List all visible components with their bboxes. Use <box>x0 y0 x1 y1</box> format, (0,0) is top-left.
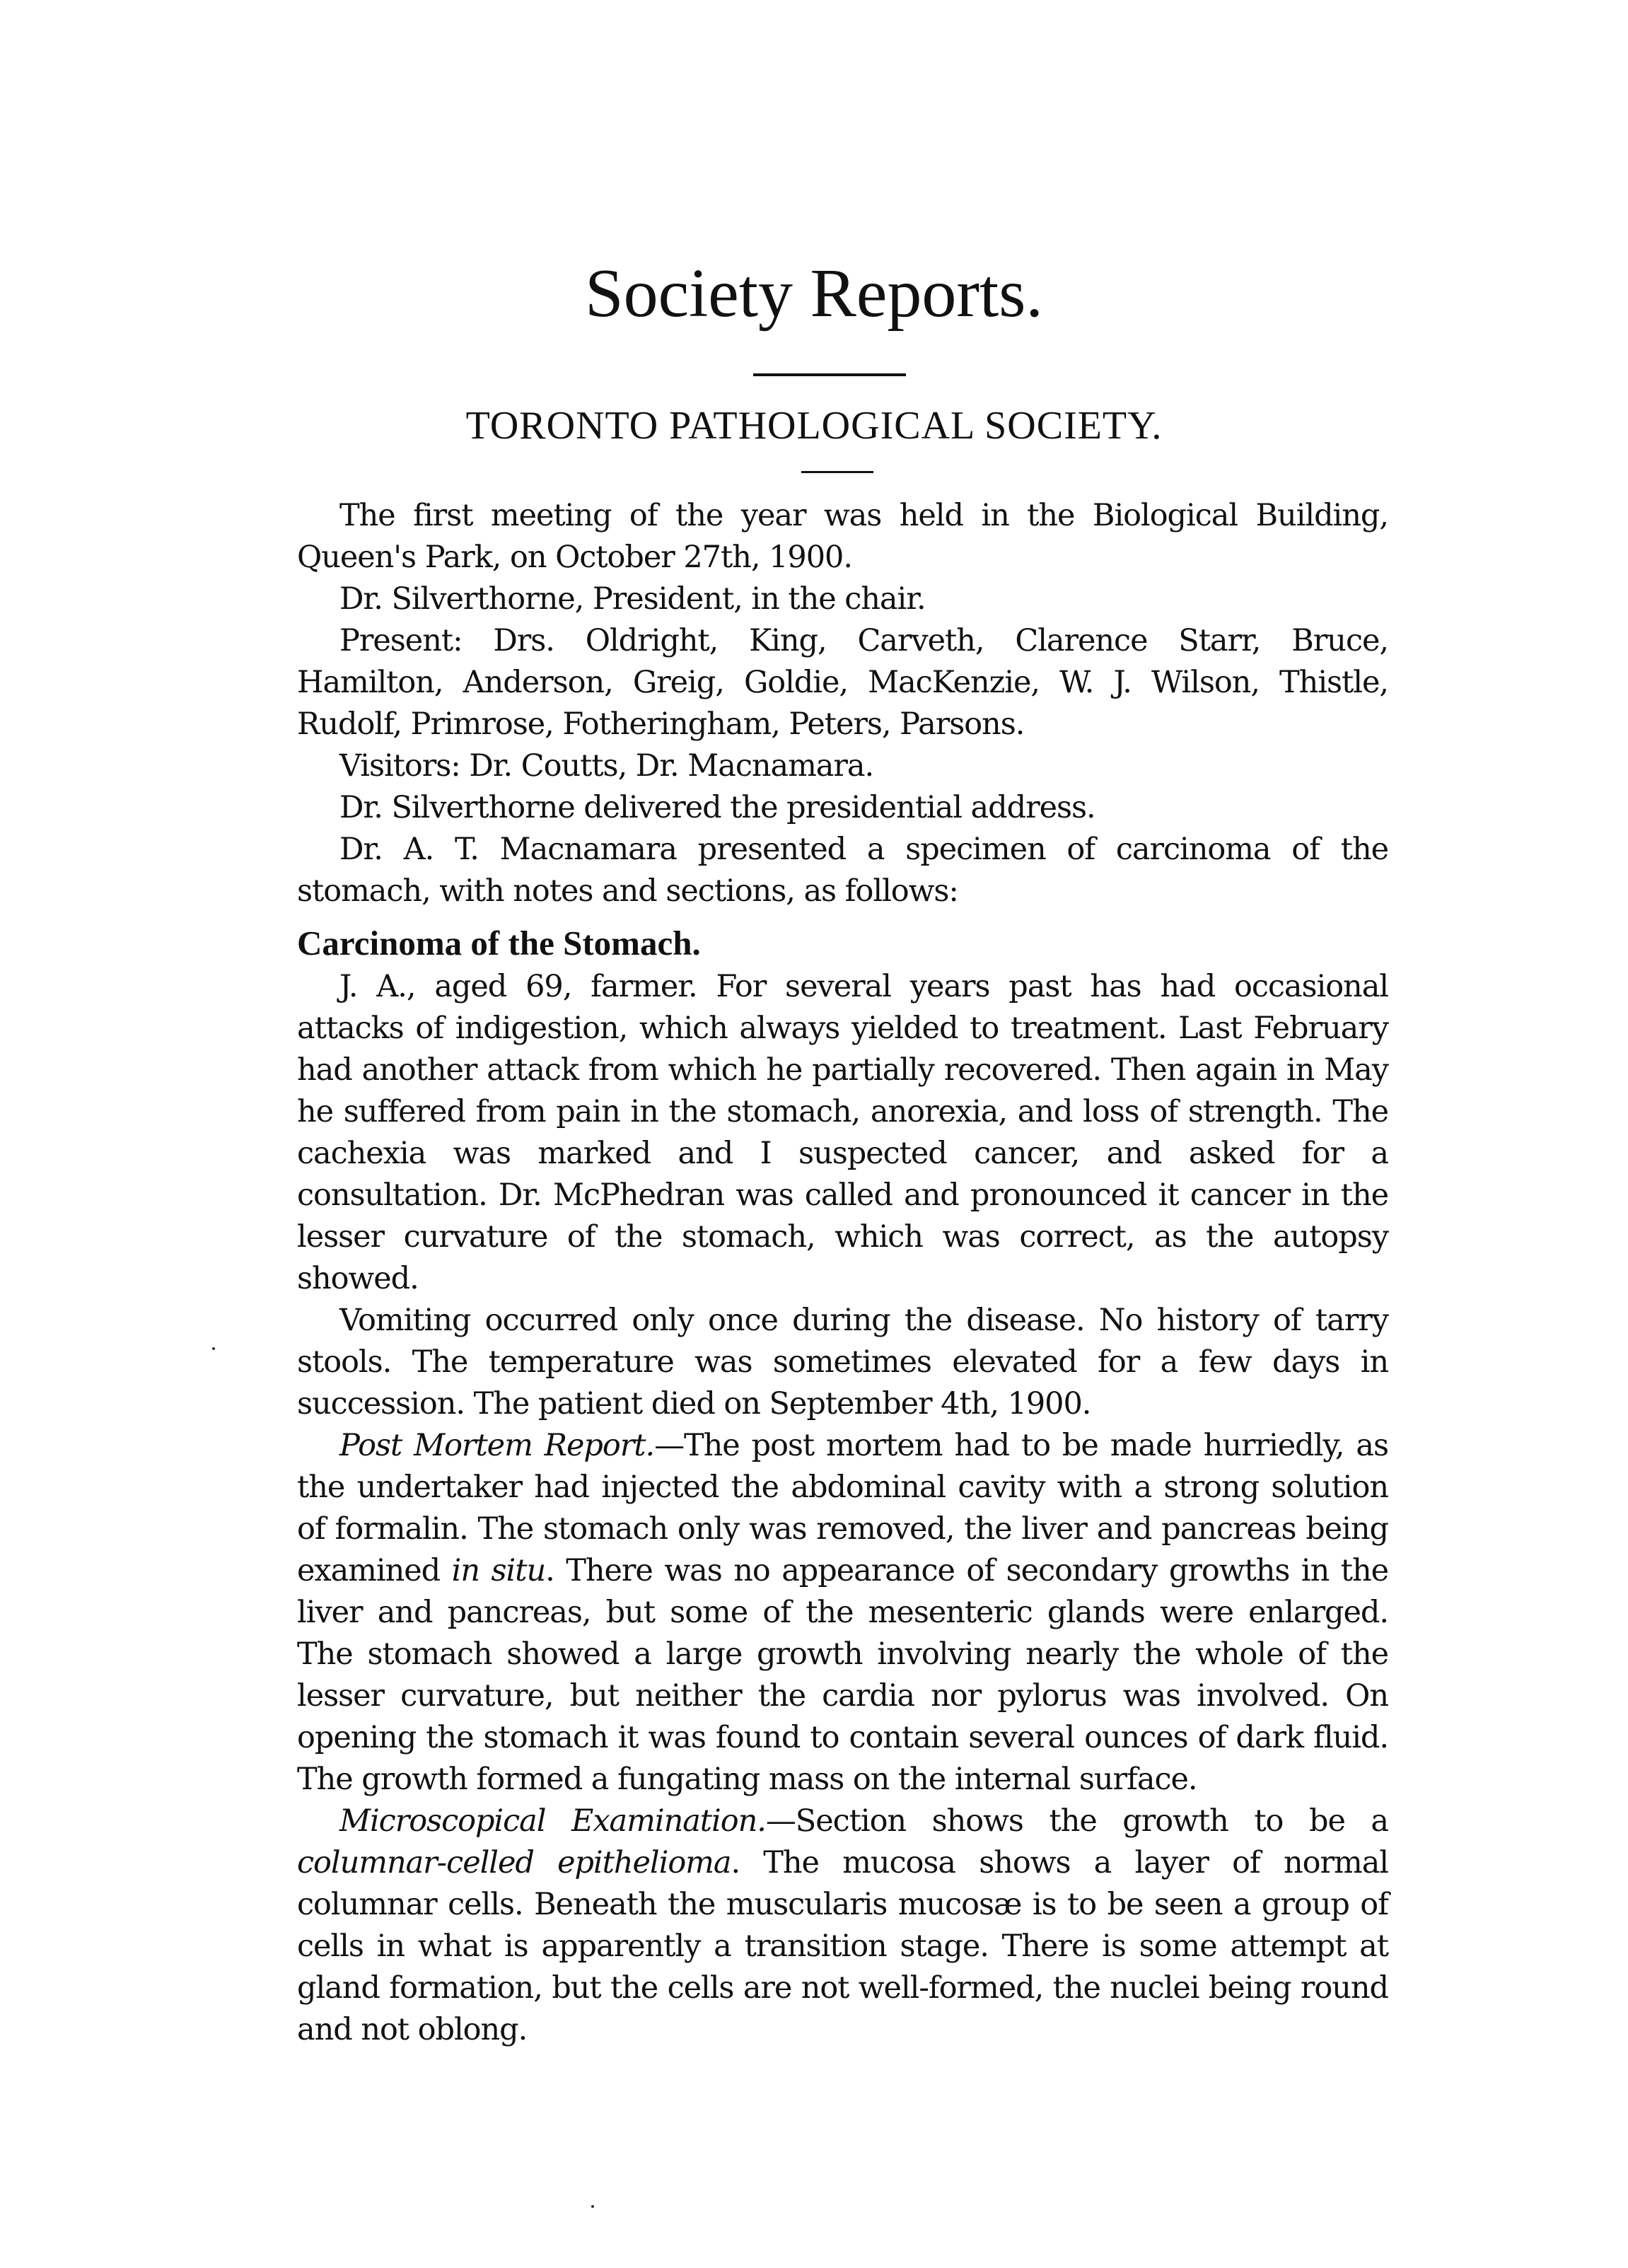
postmortem-paragraph <box>297 1425 1388 1801</box>
microscopy-label: Microscopical Examination. <box>339 1803 766 1839</box>
margin-speck <box>212 1347 215 1350</box>
address-paragraph: Dr. Silverthorne delivered the presidential address. <box>339 790 1095 825</box>
case-report <box>297 966 1388 2051</box>
case-history-paragraph: J. A., aged 69, farmer. For several years past has had occasional attacks of indigestion, which always yielded to treatment. Last February had another attack from which he partially recovered. Then again in May he suffered from pain in the stomach, anorexia, and loss of strength. The cachexia was marked and I suspected cancer, and asked for a consultation. Dr. McPhedran was called and pronounced it cancer in the lesser curvature of the stomach, which was correct, as the autopsy showed. <box>297 969 1388 1296</box>
specimen-paragraph: Dr. A. T. Macnamara presented a specimen of carcinoma of the stomach, with notes and sections, as follows: <box>297 832 1388 909</box>
postmortem-label: Post Mortem Report. <box>339 1428 655 1463</box>
footer-speck <box>591 2205 594 2208</box>
microscopy-text-b: . The mucosa shows a layer of normal columnar cells. Beneath the muscularis mucosæ is to be seen a group of cells in what is apparently a transition stage. There is some attempt at gland formation, but the cells are not well-formed, the nuclei being round and not oblong. <box>297 1845 1388 2047</box>
microscopy-diagnosis: columnar-celled epithelioma <box>297 1845 731 1880</box>
visitors-paragraph: Visitors: Dr. Coutts, Dr. Macnamara. <box>339 748 874 784</box>
meeting-minutes <box>297 495 1388 912</box>
page-title: Society Reports. <box>585 255 1043 332</box>
microscopy-paragraph <box>297 1801 1388 2051</box>
society-heading: TORONTO PATHOLOGICAL SOCIETY. <box>465 404 1163 448</box>
title-divider <box>753 373 906 376</box>
society-divider <box>801 471 873 473</box>
postmortem-text-a: —The post mortem had to be made hurriedly, as the undertaker had injected the abdominal cavity with a strong solution of formalin. The stomach only was removed, the liver and pancreas being examined <box>297 1428 1388 1588</box>
postmortem-in-situ: in situ <box>451 1553 546 1588</box>
case-course-paragraph: Vomiting occurred only once during the disease. No history of tarry stools. The temperature was sometimes elevated for a few days in succession. The patient died on September 4th, 1900. <box>297 1303 1388 1421</box>
chair-paragraph: Dr. Silverthorne, President, in the chair. <box>339 581 926 617</box>
microscopy-text-a: —Section shows the growth to be a <box>765 1803 1388 1839</box>
attendees-paragraph: Present: Drs. Oldright, King, Carveth, Clarence Starr, Bruce, Hamilton, Anderson, Greig, Goldie, MacKenzie, W. J. Wilson, Thistle, Rudolf, Primrose, Fotheringham, Peters, Parsons. <box>297 623 1388 742</box>
case-heading: Carcinoma of the Stomach. <box>297 924 701 963</box>
meeting-paragraph: The first meeting of the year was held in the Biological Building, Queen's Park, on October 27th, 1900. <box>297 498 1388 575</box>
postmortem-text-b: . There was no appearance of secondary growths in the liver and pancreas, but some of the mesenteric glands were enlarged. The stomach showed a large growth involving nearly the whole of the lesser curvature, but neither the cardia nor pylorus was involved. On opening the stomach it was found to contain several ounces of dark fluid. The growth formed a fungating mass on the internal surface. <box>297 1553 1389 1797</box>
